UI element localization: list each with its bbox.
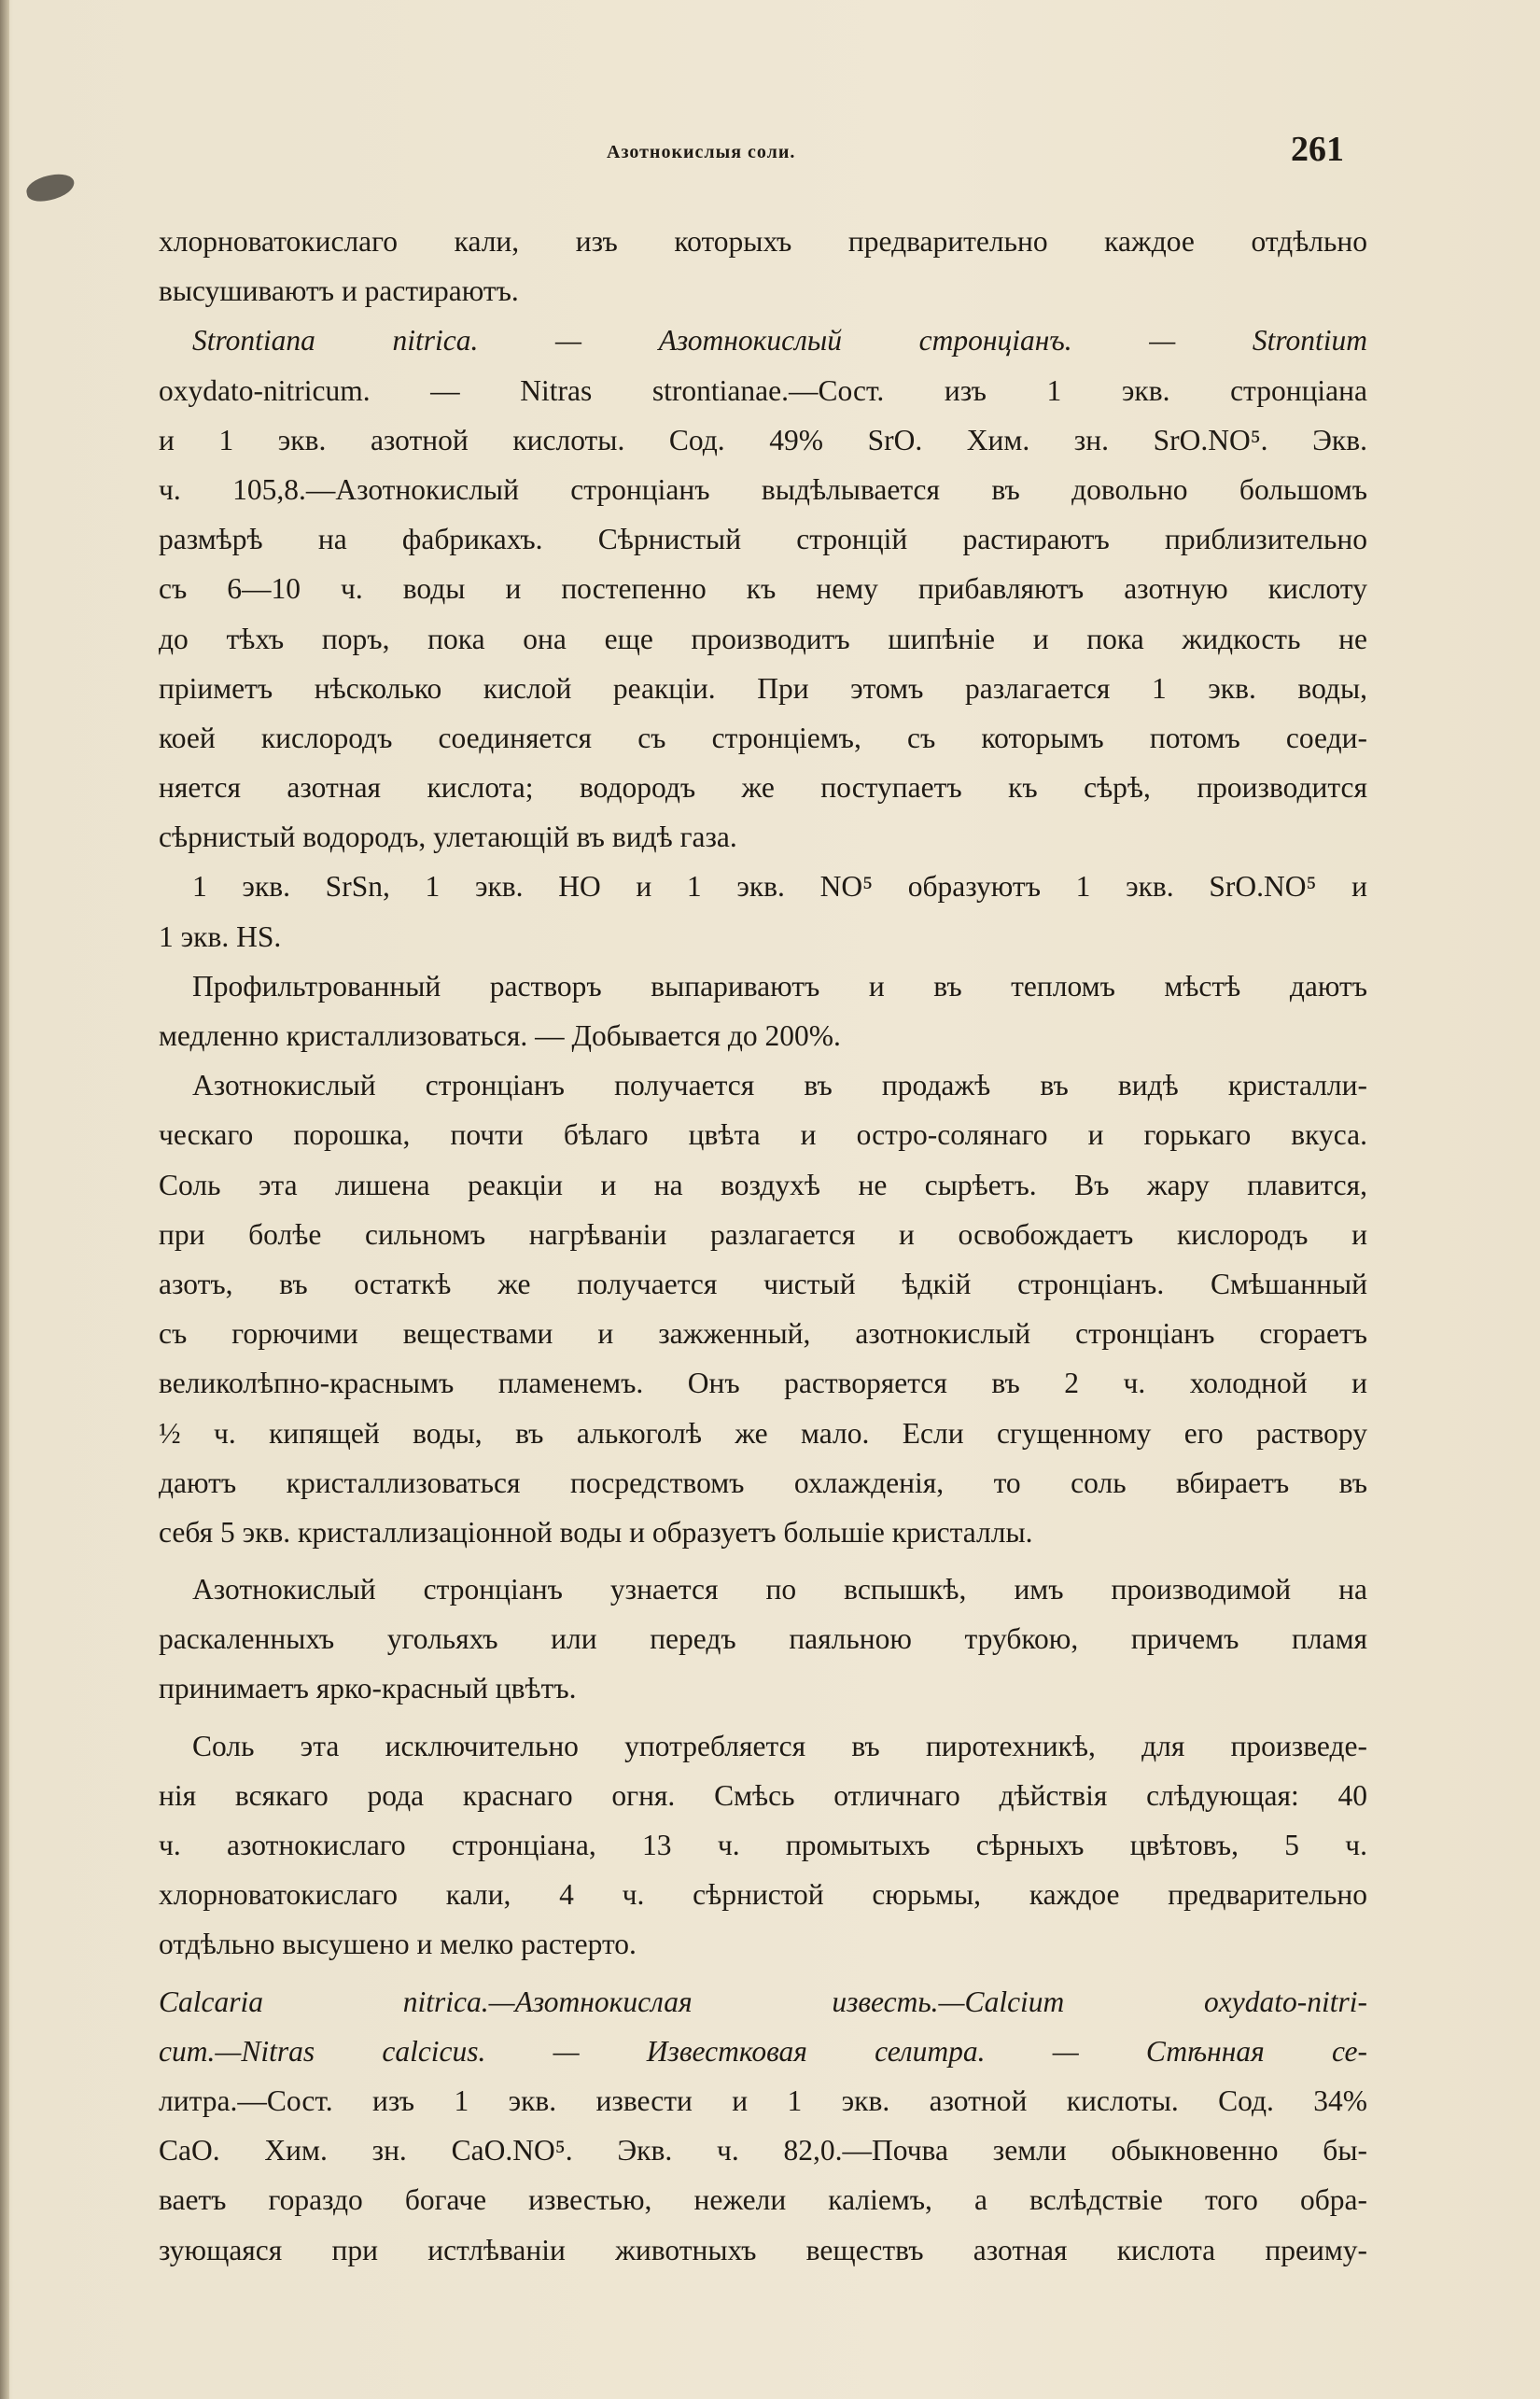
page-number: 261 xyxy=(1291,130,1344,169)
ink-blot xyxy=(24,171,77,204)
text-line: принимаетъ ярко-красный цвѣтъ. xyxy=(159,1672,577,1705)
text-line: литра.—Сост. изъ 1 экв. извести и 1 экв. азотной кислоты. Сод. 34% xyxy=(159,2083,1367,2117)
text-line: няется азотная кислота; водородъ же поступаетъ къ сѣрѣ, производится xyxy=(159,771,1367,805)
text-line: до тѣхъ поръ, пока она еще производитъ шипѣніе и пока жидкость не xyxy=(159,622,1367,655)
running-title: Азотнокислыя соли. xyxy=(607,142,796,162)
text-line: Азотнокислый стронціанъ узнается по вспышкѣ, имъ производимой на xyxy=(192,1573,1367,1606)
text-line: 1 экв. SrSn, 1 экв. HO и 1 экв. NO⁵ образуютъ 1 экв. SrO.NO⁵ и xyxy=(192,870,1367,904)
text-line: ч. азотнокислаго стронціана, 13 ч. промытыхъ сѣрныхъ цвѣтовъ, 5 ч. xyxy=(159,1829,1367,1861)
text-line: раскаленныхъ угольяхъ или передъ паяльною трубкою, причемъ пламя xyxy=(159,1622,1367,1656)
text-line: Calcaria nitrica.—Азотнокислая известь.—Calcium oxydato-nitri- xyxy=(159,1985,1367,2018)
text-line: зующаяся при истлѣваніи животныхъ веществъ азотная кислота преиму- xyxy=(159,2233,1367,2266)
text-line: великолѣпно-краснымъ пламенемъ. Онъ растворяется въ 2 ч. холодной и xyxy=(159,1367,1367,1400)
text-line: коей кислородъ соединяется съ стронціемъ, съ которымъ потомъ соеди- xyxy=(159,721,1367,754)
text-line: 1 экв. HS. xyxy=(159,919,282,953)
text-line: Азотнокислый стронціанъ получается въ продажѣ въ видѣ кристалли- xyxy=(192,1069,1367,1102)
text-line: съ 6—10 ч. воды и постепенно къ нему прибавляютъ азотную кислоту xyxy=(159,572,1367,606)
text-line: хлорноватокислаго кали, изъ которыхъ предварительно каждое отдѣльно xyxy=(159,225,1367,258)
text-line: нія всякаго рода краснаго огня. Смѣсь отличнаго дѣйствія слѣдующая: 40 xyxy=(159,1778,1367,1812)
text-line: ½ ч. кипящей воды, въ алькоголѣ же мало. Если сгущенному его раствору xyxy=(159,1416,1367,1450)
text-line: даютъ кристаллизоваться посредствомъ охлажденія, то соль вбираетъ въ xyxy=(159,1466,1367,1499)
text-line: хлорноватокислаго кали, 4 ч. сѣрнистой сюрьмы, каждое предварительно xyxy=(159,1878,1367,1912)
text-line: Соль эта лишена реакціи и на воздухѣ не сырѣетъ. Въ жару плавится, xyxy=(159,1168,1367,1201)
text-line: пріиметъ нѣсколько кислой реакціи. При этомъ разлагается 1 экв. воды, xyxy=(159,671,1367,705)
body-text xyxy=(159,217,1367,2275)
text-line: и 1 экв. азотной кислоты. Сод. 49% SrO. Хим. зн. SrO.NO⁵. Экв. xyxy=(159,423,1367,456)
text-line: себя 5 экв. кристаллизаціонной воды и образуетъ большіе кристаллы. xyxy=(159,1515,1033,1549)
text-line: ч. 105,8.—Азотнокислый стронціанъ выдѣлывается въ довольно большомъ xyxy=(159,472,1367,506)
text-line: при болѣе сильномъ нагрѣваніи разлагается и освобождаетъ кислородъ и xyxy=(159,1217,1367,1251)
text-line: oxydato-nitricum. — Nitras strontianae.—Сост. изъ 1 экв. стронціана xyxy=(159,373,1367,407)
page-binding-edge xyxy=(0,0,9,2399)
text-line: азотъ, въ остаткѣ же получается чистый ѣдкій стронціанъ. Смѣшанный xyxy=(159,1267,1367,1300)
page-header xyxy=(607,129,1353,185)
text-line: Strontiana nitrica. — Азотнокислый стронціанъ. — Strontium xyxy=(192,324,1367,358)
text-line: высушиваютъ и растираютъ. xyxy=(159,274,519,308)
text-line: CaO. Хим. зн. CaO.NO⁵. Экв. ч. 82,0.—Почва земли обыкновенно бы- xyxy=(159,2134,1367,2168)
text-line: ческаго порошка, почти бѣлаго цвѣта и остро-солянаго и горькаго вкуса. xyxy=(159,1118,1367,1152)
text-line: Профильтрованный растворъ выпариваютъ и въ тепломъ мѣстѣ даютъ xyxy=(192,969,1367,1003)
text-line: сѣрнистый водородъ, улетающій въ видѣ газа. xyxy=(159,821,737,854)
text-line: ваетъ гораздо богаче известью, нежели каліемъ, а вслѣдствіе того обра- xyxy=(159,2183,1367,2217)
text-line: съ горючими веществами и зажженный, азотнокислый стронціанъ сгораетъ xyxy=(159,1317,1367,1351)
text-line: отдѣльно высушено и мелко растерто. xyxy=(159,1928,637,1961)
text-line: медленно кристаллизоваться. — Добывается до 200%. xyxy=(159,1019,841,1052)
text-line: Соль эта исключительно употребляется въ пиротехникѣ, для произведе- xyxy=(192,1729,1367,1762)
text-line: cum.—Nitras calcicus. — Известковая селитра. — Стѣнная се- xyxy=(159,2034,1367,2068)
text-line: размѣрѣ на фабрикахъ. Сѣрнистый стронцій растираютъ приблизительно xyxy=(159,523,1367,556)
